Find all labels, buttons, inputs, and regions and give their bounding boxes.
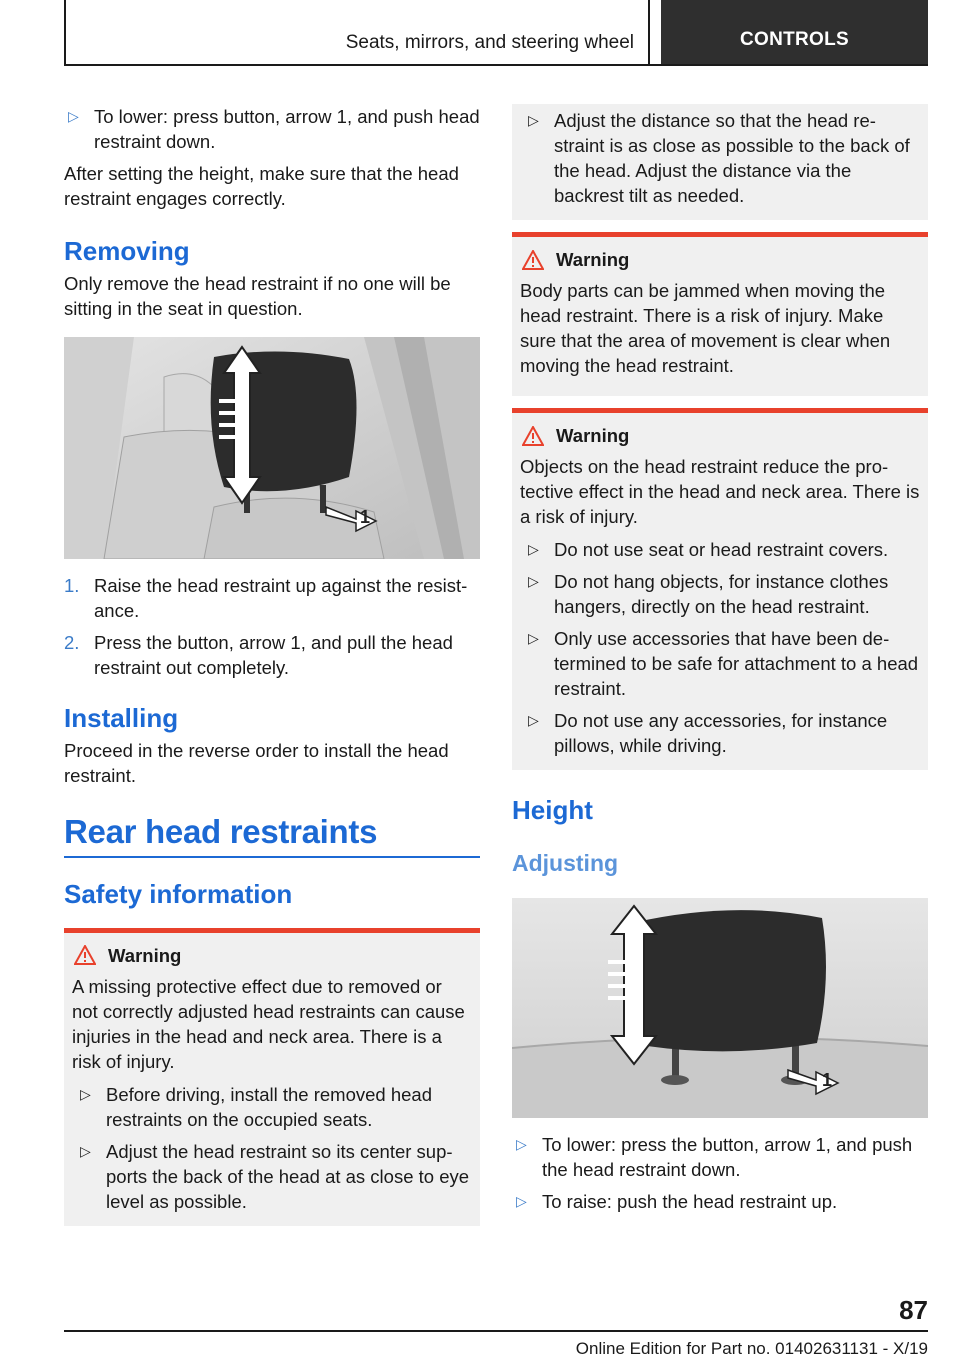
warning-title: Warning [522,423,920,448]
list-item: ▷ Do not use any accessories, for instance pillows, while driving. [528,710,888,756]
triangle-bullet-icon: ▷ [528,573,539,589]
paragraph: Only remove the head restraint if no one will be sitting in the seat in question. [64,273,451,319]
heading-installing: Installing [64,703,179,733]
list-item: 1. Raise the head restraint up against the resistance. [64,575,468,621]
triangle-bullet-icon: ▷ [80,1085,91,1102]
callout-1: 1 [822,1070,833,1090]
figure-front-head-restraint [64,337,480,559]
head-restraint-illustration [64,337,480,559]
list-item: ▷ To lower: press the button, arrow 1, and push the head restraint down. [516,1134,913,1180]
paragraph: After setting the height, make sure that the head restraint engages correctly. [64,163,459,209]
warning-text: Body parts can be jammed when moving the head restraint. There is a risk of injury. Make sure that the area of movement is clear when moving the head restraint. [520,280,891,376]
heading-removing: Removing [64,236,190,266]
callout-1: 1 [360,507,371,527]
warning-icon [74,945,96,965]
list-item: ▷ Adjust the distance so that the head restraint is as close as possible to the back of the head. Adjust the distance via the backrest tilt as needed. [528,110,910,206]
triangle-bullet-icon: ▷ [68,108,79,124]
list-item: ▷ To raise: push the head restraint up. [516,1191,838,1212]
heading-safety-information: Safety information [64,878,293,909]
triangle-bullet-icon: ▷ [516,1136,527,1152]
heading-adjusting: Adjusting [512,850,619,876]
list-item: 2. Press the button, arrow 1, and pull the head restraint out completely. [64,632,453,678]
header-left-rule [64,0,66,66]
triangle-bullet-icon: ▷ [80,1142,91,1159]
heading-rule [64,856,480,858]
footer-edition: Online Edition for Part no. 01402631131 - X/19 [575,1339,928,1358]
triangle-bullet-icon: ▷ [528,712,539,728]
list-item: ▷ To lower: press button, arrow 1, and push head restraint down. [68,106,480,152]
footer-rule [64,1330,928,1332]
warning-title: Warning [74,943,472,968]
list-item: ▷ Only use accessories that have been determined to be safe for attachment to a head restraint. [528,628,919,699]
header-tab-controls[interactable]: CONTROLS [661,0,928,64]
left-column [64,104,480,1226]
header-rule [64,64,928,66]
warning-title: Warning [522,247,920,272]
warning-icon [522,250,544,270]
heading-rear-head-restraints: Rear head restraints [64,813,378,850]
triangle-bullet-icon: ▷ [516,1193,527,1209]
right-column [512,104,928,1221]
paragraph: Proceed in the reverse order to install the head restraint. [64,740,449,786]
triangle-bullet-icon: ▷ [528,630,539,646]
warning-box [512,408,928,770]
figure-rear-head-restraint [512,898,928,1118]
header-mid-rule [648,0,650,66]
page-number: 87 [899,1295,928,1325]
step-number: 1. [64,575,80,596]
info-box [512,104,928,220]
header-section-title[interactable]: Seats, mirrors, and steering wheel [345,32,634,53]
triangle-bullet-icon: ▷ [528,541,539,557]
list-item: ▷ Do not use seat or head restraint covers. [528,539,889,560]
heading-height: Height [512,795,593,825]
rear-head-restraint-illustration [512,898,928,1118]
warning-text: Objects on the head restraint reduce the protective effect in the head and neck area. There is a risk of injury. [520,456,920,527]
warning-box [64,928,480,1226]
triangle-bullet-icon: ▷ [528,112,539,128]
list-item: ▷ Adjust the head restraint so its center supports the back of the head at as close to eye level as possible. [80,1140,470,1212]
list-item: ▷ Before driving, install the removed head restraints on the occupied seats. [80,1083,432,1130]
step-number: 2. [64,632,80,653]
warning-text: A missing protective effect due to removed or not correctly adjusted head restraints can cause injuries in the head and neck area. There is a risk of injury. [72,975,465,1072]
warning-icon [522,426,544,446]
list-item: ▷ Do not hang objects, for instance clothes hangers, directly on the head restraint. [528,571,889,617]
warning-box [512,232,928,396]
